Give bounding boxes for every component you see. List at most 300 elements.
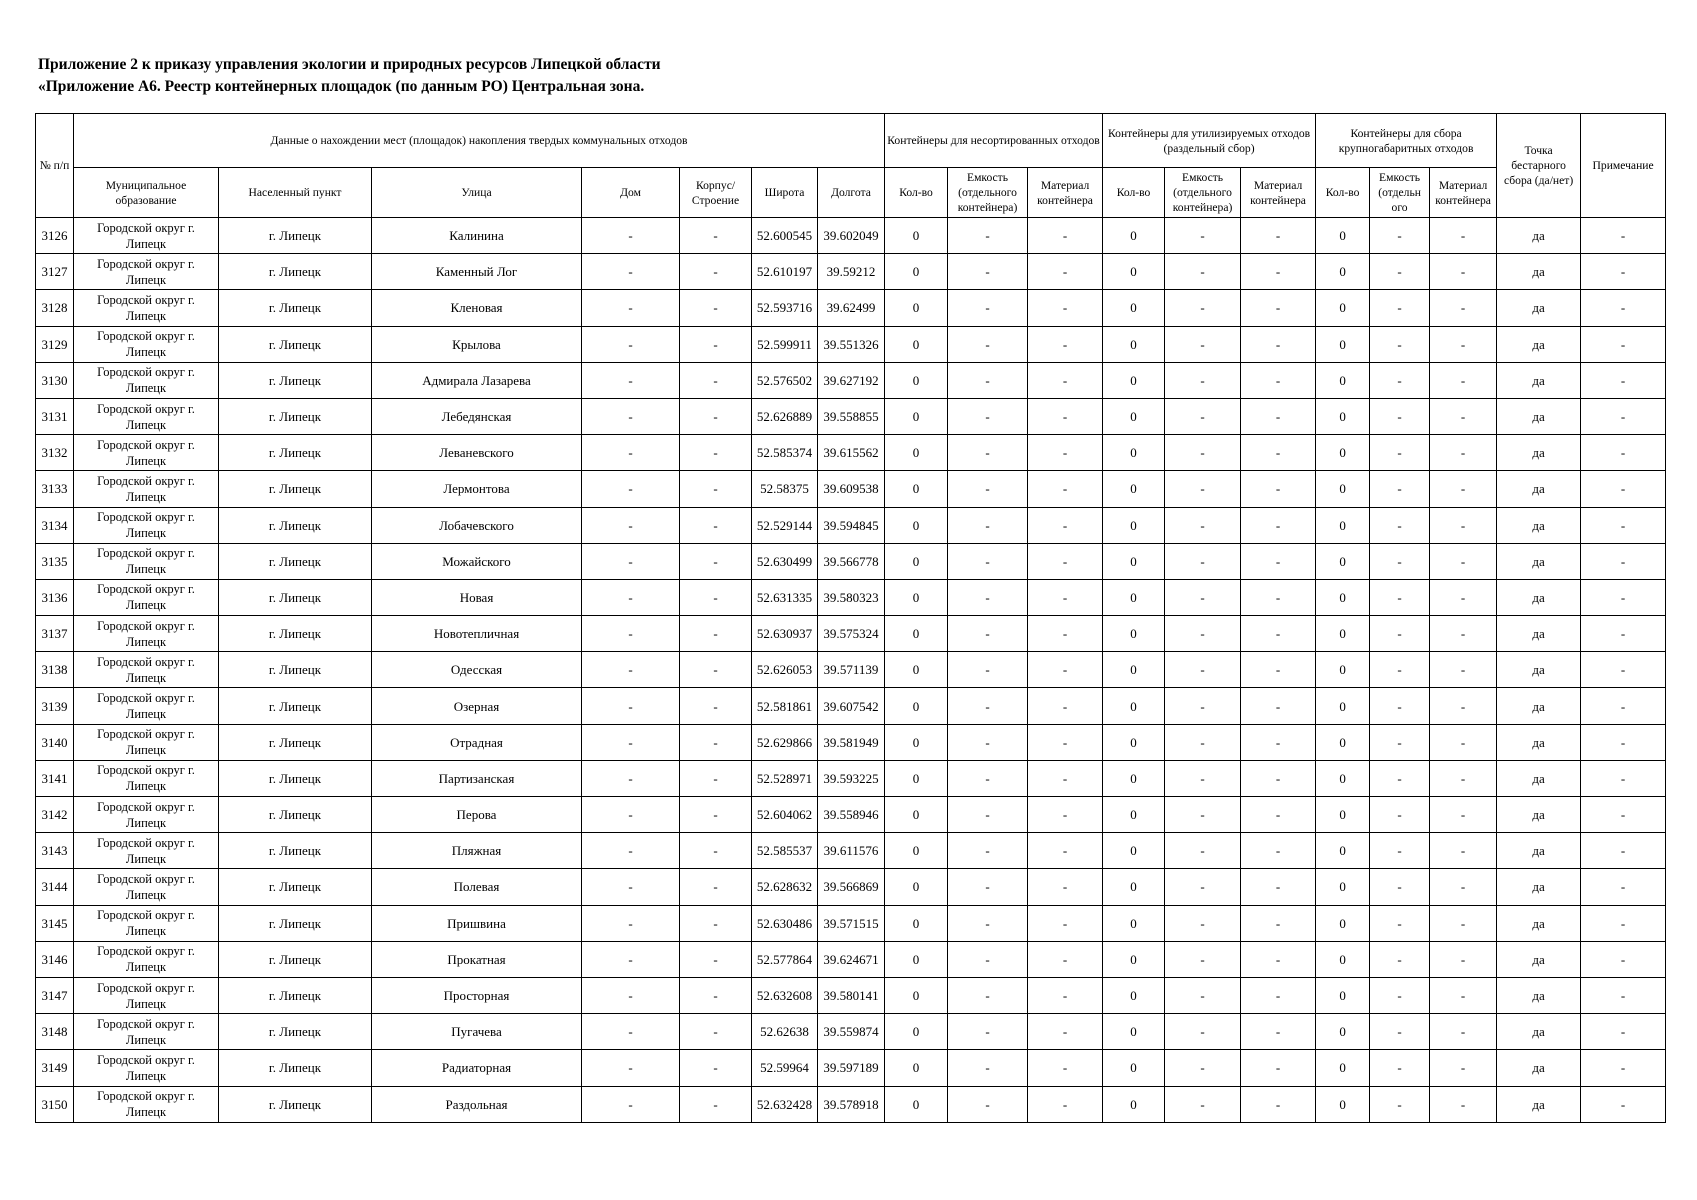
cell-lat: 52.581861 <box>752 688 818 724</box>
col-header-lat: Широта <box>752 168 818 218</box>
cell-recycle-count: 0 <box>1103 869 1165 905</box>
cell-lat: 52.599911 <box>752 326 818 362</box>
cell-num: 3143 <box>36 833 74 869</box>
cell-recycle-count: 0 <box>1103 941 1165 977</box>
cell-recycle-material: - <box>1241 941 1316 977</box>
cell-unsorted-count: 0 <box>885 797 948 833</box>
col-group-bulky: Контейнеры для сбора крупногабаритных отходов <box>1316 114 1497 168</box>
cell-bulky-material: - <box>1430 290 1497 326</box>
cell-unsorted-material: - <box>1028 941 1103 977</box>
cell-unsorted-count: 0 <box>885 760 948 796</box>
cell-street: Каменный Лог <box>372 254 582 290</box>
cell-unsorted-capacity: - <box>948 471 1028 507</box>
cell-unsorted-material: - <box>1028 724 1103 760</box>
cell-bulkless: да <box>1497 1086 1581 1123</box>
cell-street: Пляжная <box>372 833 582 869</box>
cell-street: Кленовая <box>372 290 582 326</box>
cell-bulky-count: 0 <box>1316 1050 1370 1086</box>
cell-num: 3129 <box>36 326 74 362</box>
cell-building: - <box>680 507 752 543</box>
cell-lon: 39.551326 <box>818 326 885 362</box>
cell-unsorted-count: 0 <box>885 977 948 1013</box>
cell-building: - <box>680 869 752 905</box>
cell-recycle-count: 0 <box>1103 290 1165 326</box>
cell-lon: 39.571515 <box>818 905 885 941</box>
cell-unsorted-capacity: - <box>948 362 1028 398</box>
cell-bulky-capacity: - <box>1370 905 1430 941</box>
cell-street: Просторная <box>372 977 582 1013</box>
cell-unsorted-count: 0 <box>885 471 948 507</box>
cell-municipality: Городской округ г. Липецк <box>74 869 219 905</box>
col-header-recycle-capacity: Емкость (отдельного контейнера) <box>1165 168 1241 218</box>
cell-bulky-count: 0 <box>1316 579 1370 615</box>
cell-num: 3136 <box>36 579 74 615</box>
cell-bulky-capacity: - <box>1370 652 1430 688</box>
cell-num: 3130 <box>36 362 74 398</box>
cell-street: Полевая <box>372 869 582 905</box>
cell-settlement: г. Липецк <box>219 471 372 507</box>
cell-street: Новотепличная <box>372 616 582 652</box>
cell-unsorted-capacity: - <box>948 1050 1028 1086</box>
cell-bulkless: да <box>1497 688 1581 724</box>
cell-lon: 39.578918 <box>818 1086 885 1123</box>
table-row <box>36 905 1666 941</box>
cell-bulky-capacity: - <box>1370 435 1430 471</box>
cell-bulky-capacity: - <box>1370 218 1430 254</box>
cell-unsorted-count: 0 <box>885 616 948 652</box>
cell-lat: 52.585537 <box>752 833 818 869</box>
cell-bulky-count: 0 <box>1316 362 1370 398</box>
cell-unsorted-material: - <box>1028 760 1103 796</box>
cell-recycle-count: 0 <box>1103 218 1165 254</box>
cell-settlement: г. Липецк <box>219 941 372 977</box>
cell-unsorted-capacity: - <box>948 941 1028 977</box>
cell-num: 3148 <box>36 1014 74 1050</box>
cell-building: - <box>680 398 752 434</box>
cell-num: 3128 <box>36 290 74 326</box>
cell-bulkless: да <box>1497 290 1581 326</box>
cell-unsorted-count: 0 <box>885 362 948 398</box>
cell-bulky-capacity: - <box>1370 362 1430 398</box>
col-header-bulky-count: Кол-во <box>1316 168 1370 218</box>
cell-bulkless: да <box>1497 760 1581 796</box>
cell-lat: 52.59964 <box>752 1050 818 1086</box>
cell-unsorted-capacity: - <box>948 977 1028 1013</box>
cell-unsorted-material: - <box>1028 652 1103 688</box>
cell-settlement: г. Липецк <box>219 688 372 724</box>
cell-house: - <box>582 869 680 905</box>
cell-settlement: г. Липецк <box>219 977 372 1013</box>
cell-building: - <box>680 362 752 398</box>
cell-house: - <box>582 616 680 652</box>
cell-lon: 39.615562 <box>818 435 885 471</box>
cell-recycle-material: - <box>1241 977 1316 1013</box>
cell-recycle-count: 0 <box>1103 579 1165 615</box>
table-row <box>36 652 1666 688</box>
cell-lon: 39.580141 <box>818 977 885 1013</box>
cell-note: - <box>1581 543 1666 579</box>
cell-street: Радиаторная <box>372 1050 582 1086</box>
cell-bulky-capacity: - <box>1370 579 1430 615</box>
cell-bulky-count: 0 <box>1316 616 1370 652</box>
cell-recycle-capacity: - <box>1165 579 1241 615</box>
cell-street: Пришвина <box>372 905 582 941</box>
cell-lon: 39.611576 <box>818 833 885 869</box>
table-row <box>36 760 1666 796</box>
cell-recycle-count: 0 <box>1103 326 1165 362</box>
cell-building: - <box>680 797 752 833</box>
col-header-house: Дом <box>582 168 680 218</box>
cell-recycle-material: - <box>1241 616 1316 652</box>
cell-building: - <box>680 833 752 869</box>
cell-bulky-count: 0 <box>1316 507 1370 543</box>
cell-bulky-count: 0 <box>1316 543 1370 579</box>
cell-lat: 52.58375 <box>752 471 818 507</box>
col-group-location: Данные о нахождении мест (площадок) накопления твердых коммунальных отходов <box>74 114 885 168</box>
cell-street: Лебедянская <box>372 398 582 434</box>
cell-recycle-material: - <box>1241 579 1316 615</box>
col-header-lon: Долгота <box>818 168 885 218</box>
cell-bulky-material: - <box>1430 941 1497 977</box>
cell-unsorted-count: 0 <box>885 543 948 579</box>
cell-unsorted-count: 0 <box>885 941 948 977</box>
cell-recycle-material: - <box>1241 254 1316 290</box>
cell-unsorted-material: - <box>1028 616 1103 652</box>
cell-bulky-material: - <box>1430 254 1497 290</box>
cell-bulky-count: 0 <box>1316 326 1370 362</box>
cell-unsorted-capacity: - <box>948 688 1028 724</box>
cell-street: Леваневского <box>372 435 582 471</box>
table-row <box>36 218 1666 254</box>
cell-note: - <box>1581 797 1666 833</box>
cell-house: - <box>582 941 680 977</box>
cell-lon: 39.609538 <box>818 471 885 507</box>
cell-unsorted-material: - <box>1028 218 1103 254</box>
cell-bulky-count: 0 <box>1316 977 1370 1013</box>
cell-bulky-capacity: - <box>1370 869 1430 905</box>
cell-unsorted-material: - <box>1028 1014 1103 1050</box>
cell-unsorted-material: - <box>1028 1086 1103 1123</box>
cell-unsorted-material: - <box>1028 869 1103 905</box>
cell-settlement: г. Липецк <box>219 543 372 579</box>
cell-municipality: Городской округ г. Липецк <box>74 652 219 688</box>
title-line-2: «Приложение А6. Реестр контейнерных площадок (по данным РО) Центральная зона. <box>38 78 645 95</box>
cell-settlement: г. Липецк <box>219 724 372 760</box>
table-row <box>36 941 1666 977</box>
cell-bulkless: да <box>1497 579 1581 615</box>
cell-lon: 39.566869 <box>818 869 885 905</box>
cell-house: - <box>582 797 680 833</box>
col-header-street: Улица <box>372 168 582 218</box>
cell-lat: 52.630937 <box>752 616 818 652</box>
cell-recycle-capacity: - <box>1165 977 1241 1013</box>
col-header-bulkless: Точка бестарного сбора (да/нет) <box>1497 114 1581 218</box>
cell-bulky-capacity: - <box>1370 833 1430 869</box>
cell-recycle-count: 0 <box>1103 471 1165 507</box>
cell-lat: 52.528971 <box>752 760 818 796</box>
cell-recycle-material: - <box>1241 362 1316 398</box>
cell-lon: 39.571139 <box>818 652 885 688</box>
cell-bulkless: да <box>1497 1014 1581 1050</box>
cell-recycle-capacity: - <box>1165 290 1241 326</box>
cell-bulky-count: 0 <box>1316 869 1370 905</box>
cell-unsorted-capacity: - <box>948 218 1028 254</box>
cell-bulky-count: 0 <box>1316 652 1370 688</box>
cell-unsorted-count: 0 <box>885 1014 948 1050</box>
cell-bulky-capacity: - <box>1370 290 1430 326</box>
col-header-settlement: Населенный пункт <box>219 168 372 218</box>
cell-bulky-material: - <box>1430 435 1497 471</box>
cell-unsorted-capacity: - <box>948 1014 1028 1050</box>
cell-lat: 52.62638 <box>752 1014 818 1050</box>
cell-recycle-count: 0 <box>1103 254 1165 290</box>
cell-building: - <box>680 471 752 507</box>
cell-unsorted-material: - <box>1028 1050 1103 1086</box>
cell-building: - <box>680 688 752 724</box>
cell-street: Новая <box>372 579 582 615</box>
cell-lon: 39.559874 <box>818 1014 885 1050</box>
cell-recycle-capacity: - <box>1165 1086 1241 1123</box>
cell-bulky-material: - <box>1430 579 1497 615</box>
cell-num: 3131 <box>36 398 74 434</box>
cell-bulky-material: - <box>1430 833 1497 869</box>
cell-lon: 39.593225 <box>818 760 885 796</box>
cell-municipality: Городской округ г. Липецк <box>74 905 219 941</box>
cell-lat: 52.593716 <box>752 290 818 326</box>
cell-lon: 39.594845 <box>818 507 885 543</box>
cell-bulky-material: - <box>1430 543 1497 579</box>
cell-bulky-material: - <box>1430 869 1497 905</box>
cell-street: Отрадная <box>372 724 582 760</box>
cell-recycle-count: 0 <box>1103 1014 1165 1050</box>
table-row <box>36 688 1666 724</box>
cell-recycle-material: - <box>1241 435 1316 471</box>
cell-municipality: Городской округ г. Липецк <box>74 1014 219 1050</box>
cell-municipality: Городской округ г. Липецк <box>74 833 219 869</box>
cell-num: 3149 <box>36 1050 74 1086</box>
table-row <box>36 724 1666 760</box>
cell-note: - <box>1581 290 1666 326</box>
cell-bulky-capacity: - <box>1370 941 1430 977</box>
cell-note: - <box>1581 977 1666 1013</box>
cell-lon: 39.558946 <box>818 797 885 833</box>
col-header-building: Корпус/ Строение <box>680 168 752 218</box>
cell-settlement: г. Липецк <box>219 326 372 362</box>
cell-bulky-count: 0 <box>1316 398 1370 434</box>
title-line-1: Приложение 2 к приказу управления экологии и природных ресурсов Липецкой области <box>38 56 661 73</box>
cell-bulky-capacity: - <box>1370 398 1430 434</box>
cell-recycle-material: - <box>1241 760 1316 796</box>
cell-unsorted-count: 0 <box>885 869 948 905</box>
cell-bulky-count: 0 <box>1316 833 1370 869</box>
cell-note: - <box>1581 579 1666 615</box>
table-row <box>36 1014 1666 1050</box>
cell-bulky-count: 0 <box>1316 218 1370 254</box>
cell-bulky-count: 0 <box>1316 688 1370 724</box>
cell-recycle-material: - <box>1241 1086 1316 1123</box>
table-row <box>36 398 1666 434</box>
cell-recycle-count: 0 <box>1103 435 1165 471</box>
cell-street: Прокатная <box>372 941 582 977</box>
cell-note: - <box>1581 1086 1666 1123</box>
cell-municipality: Городской округ г. Липецк <box>74 218 219 254</box>
cell-note: - <box>1581 435 1666 471</box>
col-header-unsorted-count: Кол-во <box>885 168 948 218</box>
table-row <box>36 326 1666 362</box>
col-header-bulky-material: Материал контейнера <box>1430 168 1497 218</box>
cell-bulky-material: - <box>1430 398 1497 434</box>
cell-unsorted-capacity: - <box>948 543 1028 579</box>
cell-bulkless: да <box>1497 218 1581 254</box>
col-group-recycle: Контейнеры для утилизируемых отходов (раздельный сбор) <box>1103 114 1316 168</box>
cell-bulkless: да <box>1497 398 1581 434</box>
cell-bulkless: да <box>1497 1050 1581 1086</box>
cell-lon: 39.597189 <box>818 1050 885 1086</box>
cell-note: - <box>1581 652 1666 688</box>
cell-municipality: Городской округ г. Липецк <box>74 543 219 579</box>
cell-recycle-material: - <box>1241 688 1316 724</box>
col-header-recycle-count: Кол-во <box>1103 168 1165 218</box>
cell-recycle-count: 0 <box>1103 724 1165 760</box>
cell-bulky-material: - <box>1430 616 1497 652</box>
cell-num: 3139 <box>36 688 74 724</box>
cell-bulkless: да <box>1497 435 1581 471</box>
cell-recycle-count: 0 <box>1103 1086 1165 1123</box>
cell-building: - <box>680 905 752 941</box>
cell-recycle-material: - <box>1241 833 1316 869</box>
cell-unsorted-capacity: - <box>948 507 1028 543</box>
cell-bulky-capacity: - <box>1370 1014 1430 1050</box>
cell-street: Озерная <box>372 688 582 724</box>
cell-unsorted-capacity: - <box>948 579 1028 615</box>
cell-unsorted-material: - <box>1028 471 1103 507</box>
cell-recycle-capacity: - <box>1165 941 1241 977</box>
document-title <box>38 54 1638 98</box>
cell-building: - <box>680 977 752 1013</box>
cell-unsorted-capacity: - <box>948 724 1028 760</box>
col-header-unsorted-capacity: Емкость (отдельного контейнера) <box>948 168 1028 218</box>
cell-lat: 52.632428 <box>752 1086 818 1123</box>
cell-recycle-material: - <box>1241 290 1316 326</box>
cell-num: 3138 <box>36 652 74 688</box>
cell-lat: 52.610197 <box>752 254 818 290</box>
cell-street: Лермонтова <box>372 471 582 507</box>
cell-house: - <box>582 543 680 579</box>
col-header-unsorted-material: Материал контейнера <box>1028 168 1103 218</box>
table-row <box>36 1086 1666 1123</box>
cell-note: - <box>1581 869 1666 905</box>
cell-house: - <box>582 218 680 254</box>
cell-unsorted-capacity: - <box>948 833 1028 869</box>
cell-note: - <box>1581 688 1666 724</box>
cell-bulkless: да <box>1497 869 1581 905</box>
cell-bulky-count: 0 <box>1316 941 1370 977</box>
cell-municipality: Городской округ г. Липецк <box>74 326 219 362</box>
cell-building: - <box>680 1086 752 1123</box>
cell-municipality: Городской округ г. Липецк <box>74 398 219 434</box>
cell-unsorted-material: - <box>1028 543 1103 579</box>
cell-recycle-capacity: - <box>1165 507 1241 543</box>
cell-municipality: Городской округ г. Липецк <box>74 1086 219 1123</box>
cell-recycle-material: - <box>1241 507 1316 543</box>
cell-unsorted-capacity: - <box>948 652 1028 688</box>
cell-bulky-capacity: - <box>1370 471 1430 507</box>
cell-unsorted-material: - <box>1028 398 1103 434</box>
cell-settlement: г. Липецк <box>219 435 372 471</box>
cell-bulkless: да <box>1497 833 1581 869</box>
cell-bulky-capacity: - <box>1370 507 1430 543</box>
cell-settlement: г. Липецк <box>219 290 372 326</box>
cell-recycle-count: 0 <box>1103 977 1165 1013</box>
cell-lat: 52.529144 <box>752 507 818 543</box>
cell-recycle-capacity: - <box>1165 543 1241 579</box>
cell-street: Партизанская <box>372 760 582 796</box>
cell-street: Пугачева <box>372 1014 582 1050</box>
cell-house: - <box>582 579 680 615</box>
cell-note: - <box>1581 507 1666 543</box>
cell-bulkless: да <box>1497 797 1581 833</box>
cell-unsorted-material: - <box>1028 579 1103 615</box>
cell-house: - <box>582 362 680 398</box>
cell-municipality: Городской округ г. Липецк <box>74 290 219 326</box>
cell-bulkless: да <box>1497 254 1581 290</box>
cell-lat: 52.585374 <box>752 435 818 471</box>
cell-lat: 52.631335 <box>752 579 818 615</box>
cell-unsorted-capacity: - <box>948 905 1028 941</box>
cell-building: - <box>680 218 752 254</box>
cell-recycle-count: 0 <box>1103 652 1165 688</box>
cell-municipality: Городской округ г. Липецк <box>74 797 219 833</box>
cell-unsorted-material: - <box>1028 688 1103 724</box>
cell-bulky-material: - <box>1430 507 1497 543</box>
cell-unsorted-material: - <box>1028 254 1103 290</box>
cell-note: - <box>1581 941 1666 977</box>
cell-lat: 52.626053 <box>752 652 818 688</box>
cell-settlement: г. Липецк <box>219 869 372 905</box>
table-row <box>36 254 1666 290</box>
cell-recycle-count: 0 <box>1103 543 1165 579</box>
cell-bulky-capacity: - <box>1370 760 1430 796</box>
cell-recycle-material: - <box>1241 724 1316 760</box>
cell-street: Крылова <box>372 326 582 362</box>
cell-unsorted-count: 0 <box>885 833 948 869</box>
cell-settlement: г. Липецк <box>219 218 372 254</box>
cell-recycle-material: - <box>1241 218 1316 254</box>
cell-num: 3142 <box>36 797 74 833</box>
cell-building: - <box>680 254 752 290</box>
cell-house: - <box>582 905 680 941</box>
col-header-bulky-capacity: Емкость (отдельн ого <box>1370 168 1430 218</box>
cell-note: - <box>1581 616 1666 652</box>
cell-municipality: Городской округ г. Липецк <box>74 688 219 724</box>
cell-recycle-count: 0 <box>1103 616 1165 652</box>
cell-note: - <box>1581 326 1666 362</box>
cell-unsorted-count: 0 <box>885 1050 948 1086</box>
table-row <box>36 797 1666 833</box>
cell-num: 3147 <box>36 977 74 1013</box>
table-row <box>36 869 1666 905</box>
cell-lat: 52.577864 <box>752 941 818 977</box>
cell-bulky-capacity: - <box>1370 254 1430 290</box>
cell-building: - <box>680 435 752 471</box>
cell-bulkless: да <box>1497 507 1581 543</box>
cell-lon: 39.581949 <box>818 724 885 760</box>
cell-recycle-material: - <box>1241 1050 1316 1086</box>
cell-bulky-count: 0 <box>1316 905 1370 941</box>
cell-bulkless: да <box>1497 724 1581 760</box>
col-header-municipality: Муниципальное образование <box>74 168 219 218</box>
cell-settlement: г. Липецк <box>219 616 372 652</box>
